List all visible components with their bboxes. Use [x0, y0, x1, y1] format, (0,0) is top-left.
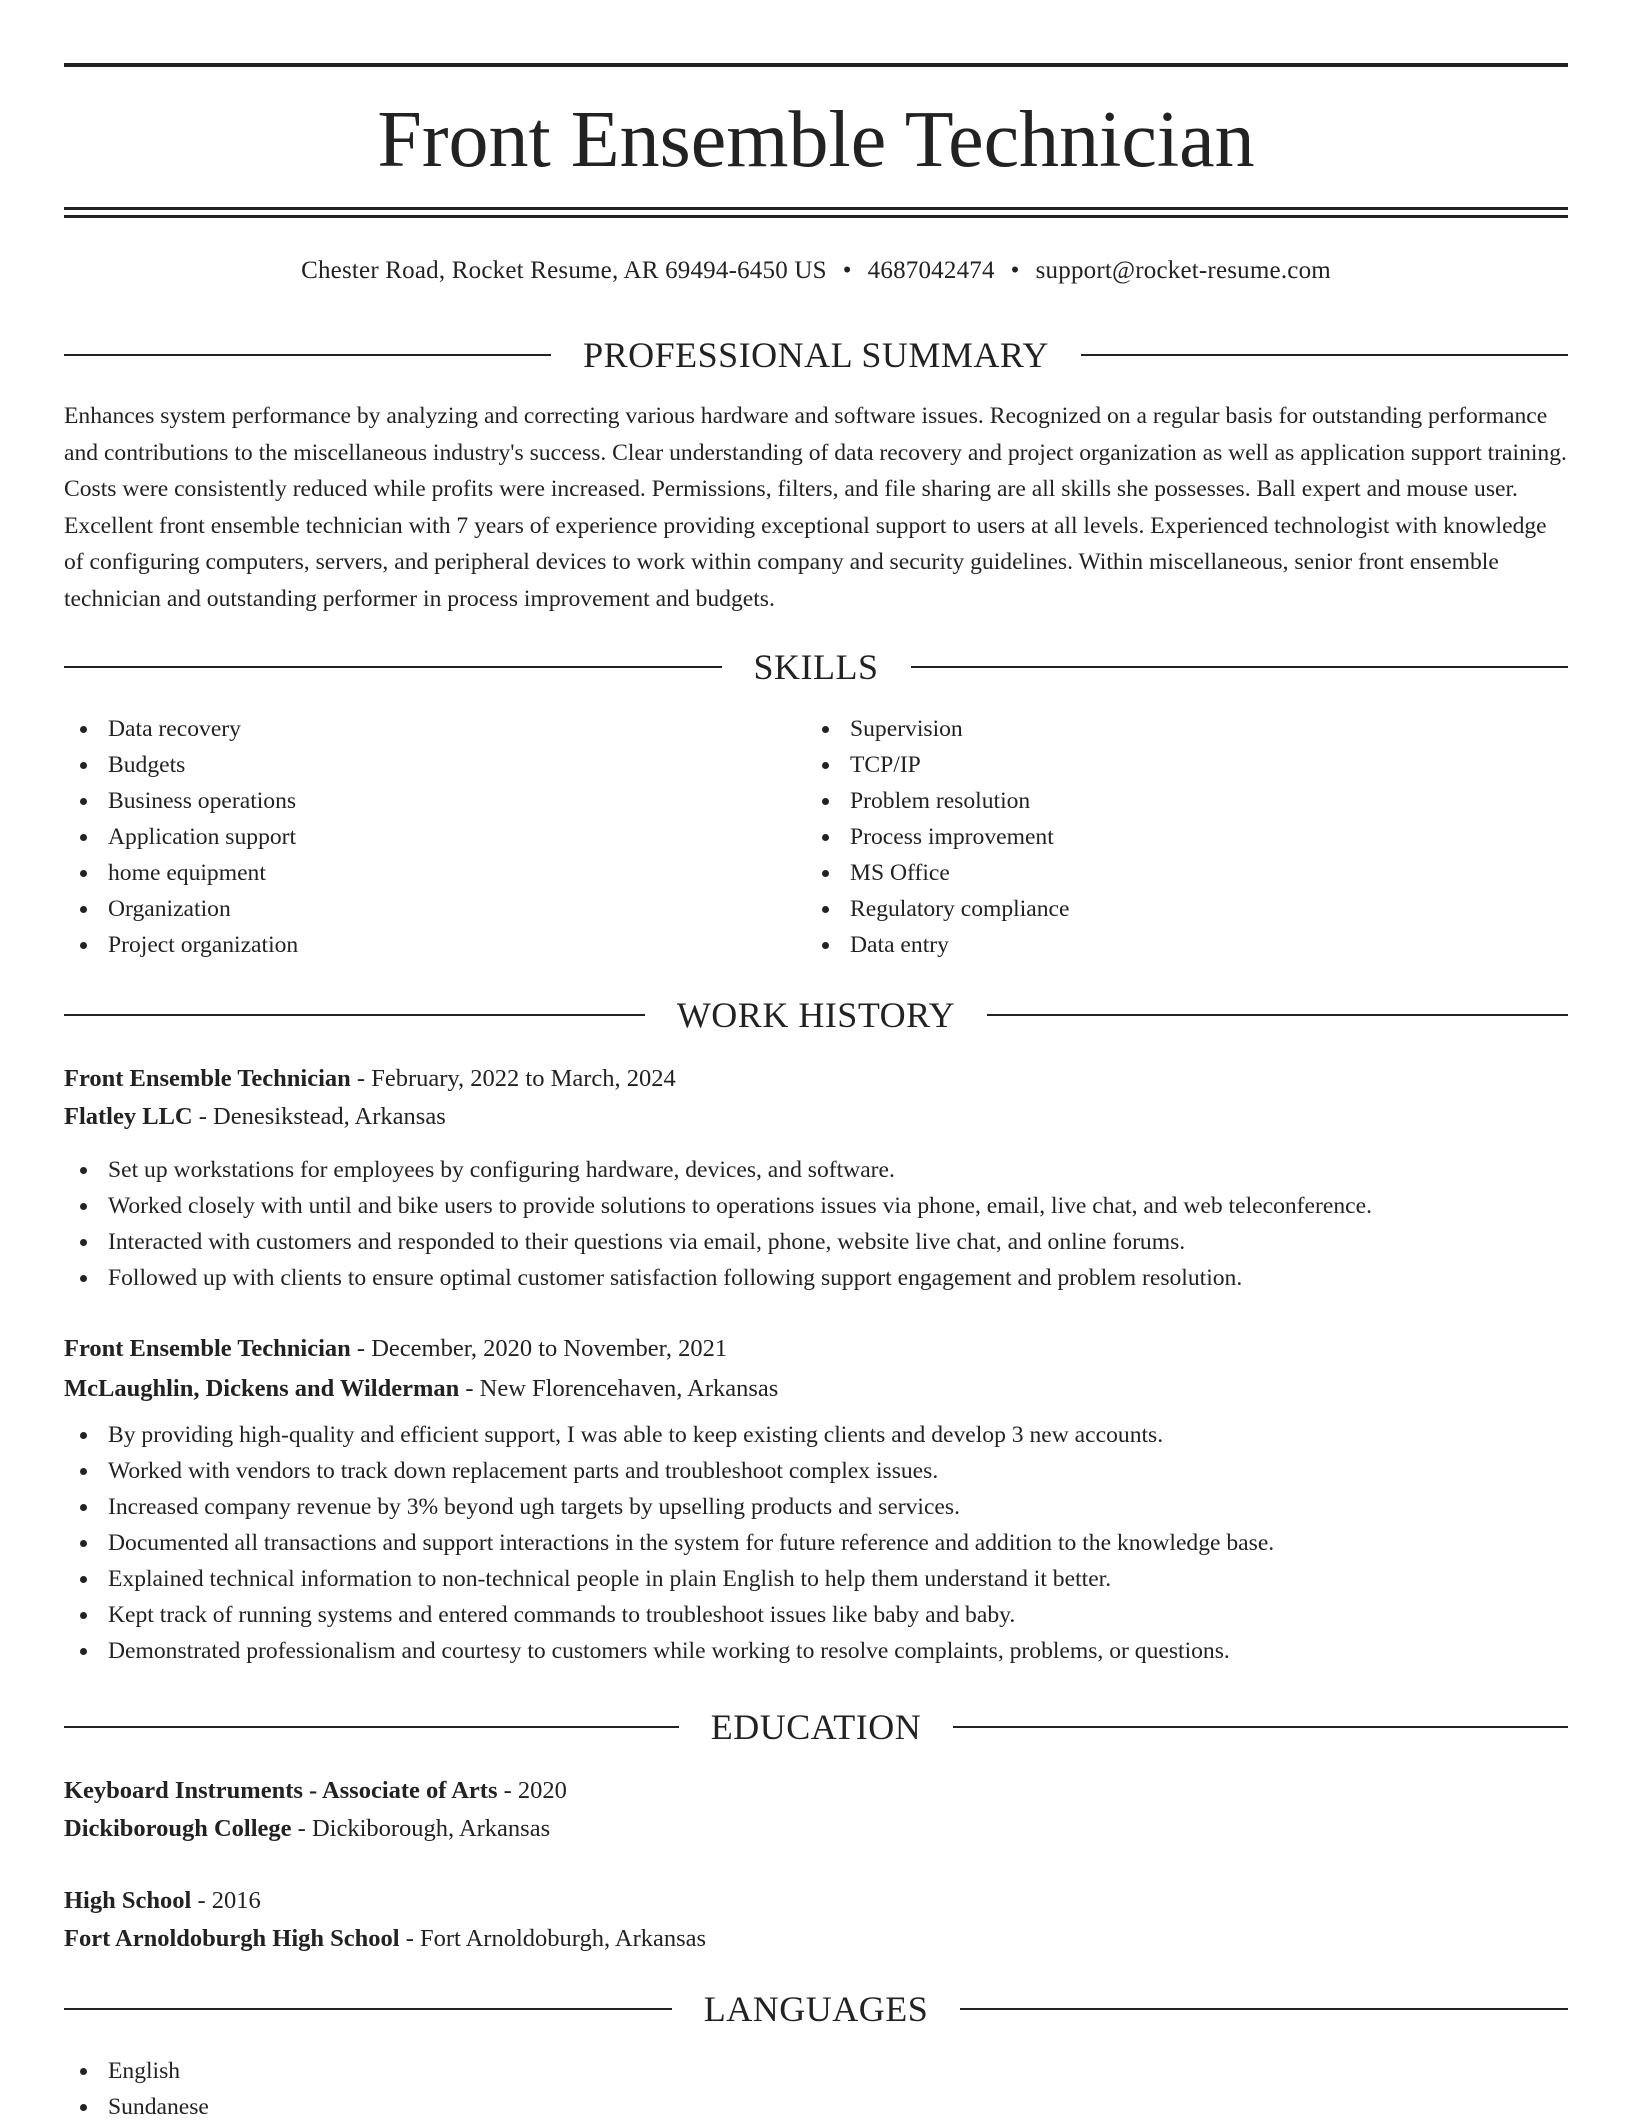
section-rule — [987, 1014, 1568, 1016]
contact-separator: • — [1010, 257, 1020, 284]
skill-item: Process improvement — [806, 819, 1526, 855]
languages-list — [64, 2053, 209, 2125]
education-degree: High School — [64, 1887, 192, 1914]
skill-item: Regulatory compliance — [806, 891, 1526, 927]
job-bullet: Increased company revenue by 3% beyond ugh targets by upselling products and services. — [64, 1489, 1568, 1525]
job-bullet: Demonstrated professionalism and courtesy to customers while working to resolve complaints, problems, or questions. — [64, 1633, 1568, 1669]
skill-item: MS Office — [806, 855, 1526, 891]
section-rule — [953, 1726, 1568, 1728]
job-bullet: Worked with vendors to track down replacement parts and troubleshoot complex issues. — [64, 1453, 1568, 1489]
contact-line — [64, 253, 1568, 289]
skill-item: Project organization — [64, 927, 784, 963]
job-bullet: Followed up with clients to ensure optimal customer satisfaction following support engagement and problem resolution. — [64, 1260, 1568, 1296]
job-bullet: Documented all transactions and support interactions in the system for future reference and addition to the knowledge base. — [64, 1525, 1568, 1561]
section-title: LANGUAGES — [703, 1989, 929, 2029]
contact-separator: • — [842, 257, 852, 284]
skill-item: Supervision — [806, 711, 1526, 747]
section-rule — [1081, 354, 1568, 356]
skill-item: TCP/IP — [806, 747, 1526, 783]
job-entry — [64, 1060, 1568, 1296]
education-school-line — [64, 1920, 1568, 1958]
education-school: Fort Arnoldoburgh High School — [64, 1925, 400, 1952]
education-entry — [64, 1882, 1568, 1958]
section-heading-summary — [64, 331, 1568, 379]
skill-item: Data recovery — [64, 711, 784, 747]
job-bullet: Kept track of running systems and entered commands to troubleshoot issues like baby and baby. — [64, 1597, 1568, 1633]
job-dates: - February, 2022 to March, 2024 — [350, 1065, 676, 1092]
section-title: SKILLS — [753, 647, 879, 687]
education-location: - Dickiborough, Arkansas — [291, 1815, 551, 1842]
job-company: Flatley LLC — [64, 1103, 193, 1130]
skills-list-right — [806, 711, 1526, 963]
job-bullet: By providing high-quality and efficient support, I was able to keep existing clients and develop 3 new accounts. — [64, 1417, 1568, 1453]
job-title: Front Ensemble Technician — [64, 1335, 351, 1362]
section-title: EDUCATION — [710, 1707, 922, 1747]
job-bullet: Set up workstations for employees by configuring hardware, devices, and software. — [64, 1152, 1568, 1188]
education-degree-line — [64, 1772, 1568, 1810]
job-location: - New Florencehaven, Arkansas — [459, 1375, 779, 1402]
job-title: Front Ensemble Technician — [64, 1065, 351, 1092]
job-company: McLaughlin, Dickens and Wilderman — [64, 1375, 460, 1402]
section-heading-work — [64, 991, 1568, 1039]
section-rule — [911, 666, 1569, 668]
section-heading-skills — [64, 643, 1568, 691]
skill-item: Data entry — [806, 927, 1526, 963]
skill-item: Application support — [64, 819, 784, 855]
job-company-line — [64, 1369, 1568, 1409]
section-title: WORK HISTORY — [676, 995, 956, 1035]
job-title-line — [64, 1060, 1568, 1098]
job-company-line — [64, 1098, 1568, 1136]
language-item: English — [64, 2053, 209, 2089]
education-location: - Fort Arnoldoburgh, Arkansas — [399, 1925, 707, 1952]
summary-paragraph: Enhances system performance by analyzing and correcting various hardware and software issues. Recognized on a regular basis for outstanding performance and contributions to the miscellaneous industry's success. Clear understanding of data recovery and project organization as well as application support training. Costs were consistently reduced while profits were increased. Permissions, filters, and file sharing are all skills she possesses. Ball expert and mouse user. Excellent front ensemble technician with 7 years of experience providing exceptional support to users at all levels. Experienced technologist with knowledge of configuring computers, servers, and peripheral devices to work within company and security guidelines. Within miscellaneous, senior front ensemble technician and outstanding performer in process improvement and budgets. — [64, 403, 1567, 612]
skill-item: Organization — [64, 891, 784, 927]
section-rule — [64, 666, 722, 668]
job-bullets — [64, 1152, 1568, 1296]
job-location: - Denesikstead, Arkansas — [192, 1103, 446, 1130]
job-bullet: Worked closely with until and bike users to provide solutions to operations issues via phone, email, live chat, and web teleconference. — [64, 1188, 1568, 1224]
language-item: Sundanese — [64, 2089, 209, 2125]
section-rule — [64, 354, 551, 356]
section-heading-languages — [64, 1985, 1568, 2033]
section-rule — [64, 1014, 645, 1016]
job-bullet: Explained technical information to non-technical people in plain English to help them understand it better. — [64, 1561, 1568, 1597]
skill-item: Budgets — [64, 747, 784, 783]
job-bullets — [64, 1417, 1568, 1669]
education-entry — [64, 1772, 1568, 1848]
section-title: PROFESSIONAL SUMMARY — [583, 335, 1049, 375]
skill-item: home equipment — [64, 855, 784, 891]
section-rule — [64, 1726, 679, 1728]
contact-address: Chester Road, Rocket Resume, AR 69494-6450 US — [301, 257, 827, 284]
header-rule-1 — [64, 207, 1568, 210]
skill-item: Problem resolution — [806, 783, 1526, 819]
section-rule — [64, 2008, 672, 2010]
contact-phone: 4687042474 — [867, 257, 995, 284]
education-year: - 2020 — [497, 1777, 567, 1804]
education-school-line — [64, 1810, 1568, 1848]
skill-item: Business operations — [64, 783, 784, 819]
job-entry — [64, 1329, 1568, 1669]
section-heading-education — [64, 1703, 1568, 1751]
education-degree: Keyboard Instruments - Associate of Arts — [64, 1777, 498, 1804]
education-school: Dickiborough College — [64, 1815, 292, 1842]
candidate-name: Front Ensemble Technician — [377, 96, 1255, 184]
job-dates: - December, 2020 to November, 2021 — [350, 1335, 728, 1362]
job-title-line — [64, 1329, 1568, 1369]
skills-list-left — [64, 711, 784, 963]
section-rule — [960, 2008, 1568, 2010]
job-bullet: Interacted with customers and responded to their questions via email, phone, website live chat, and online forums. — [64, 1224, 1568, 1260]
header-rule-2 — [64, 215, 1568, 218]
education-degree-line — [64, 1882, 1568, 1920]
contact-email: support@rocket-resume.com — [1035, 257, 1331, 284]
education-year: - 2016 — [191, 1887, 261, 1914]
header-top-rule — [64, 63, 1568, 67]
